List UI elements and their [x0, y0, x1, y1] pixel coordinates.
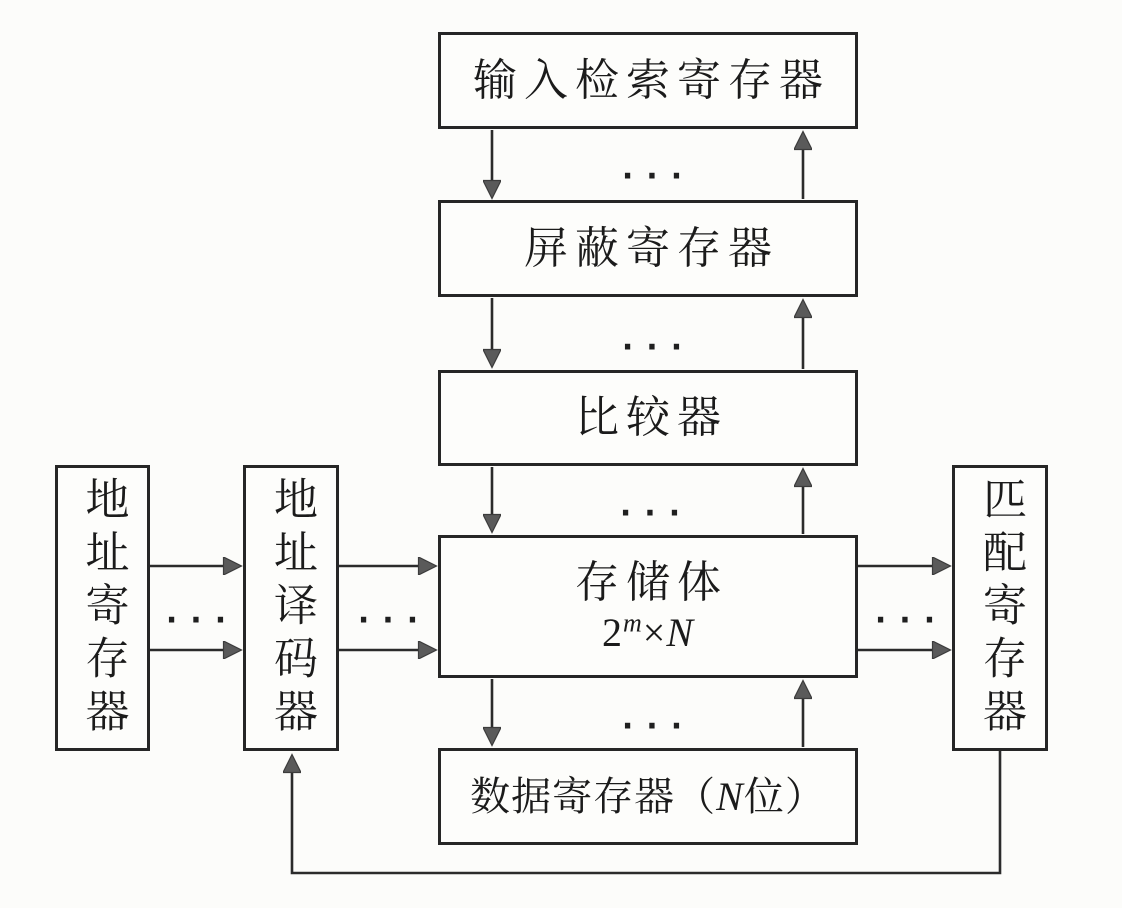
box-address-register [55, 465, 150, 751]
ellipsis-addr-reg-decoder: ··· [165, 603, 240, 638]
match-register-label: 匹配寄存器 [976, 475, 1025, 741]
memory-bank-label: 存储体 [575, 557, 728, 607]
address-register-label: 地址寄存器 [78, 475, 128, 741]
ellipsis-input-mask: ··· [621, 159, 696, 194]
input-search-register-label: 输入检索寄存器 [473, 55, 830, 105]
data-register-label [470, 773, 826, 819]
formula-operand: N [666, 609, 695, 655]
box-memory-bank [438, 535, 858, 678]
formula-times-sign: × [642, 609, 667, 655]
memory-bank-capacity-formula [601, 608, 695, 655]
ellipsis-comparator-memory: ··· [619, 496, 694, 531]
ellipsis-mask-comparator: ··· [621, 330, 696, 365]
ellipsis-memory-match: ··· [874, 603, 949, 638]
box-match-register [952, 465, 1048, 751]
ellipsis-decoder-memory: ··· [357, 603, 432, 638]
memory-bank-content [568, 557, 728, 655]
box-data-register [438, 748, 858, 845]
box-mask-register [438, 200, 858, 297]
address-decoder-label: 地址译码器 [267, 475, 316, 741]
data-register-bits-operand: N [716, 773, 744, 819]
ellipsis-memory-data: ··· [621, 709, 696, 744]
data-register-label-prefix: 数据寄存器（ [470, 773, 717, 819]
box-comparator [438, 370, 858, 466]
mask-register-label: 屏蔽寄存器 [524, 223, 779, 273]
box-address-decoder [243, 465, 339, 751]
comparator-label: 比较器 [575, 393, 728, 442]
data-register-label-suffix: 位） [743, 773, 826, 819]
box-input-search-register [438, 32, 858, 129]
formula-base: 2 [601, 609, 623, 655]
formula-exponent: m [622, 608, 643, 638]
